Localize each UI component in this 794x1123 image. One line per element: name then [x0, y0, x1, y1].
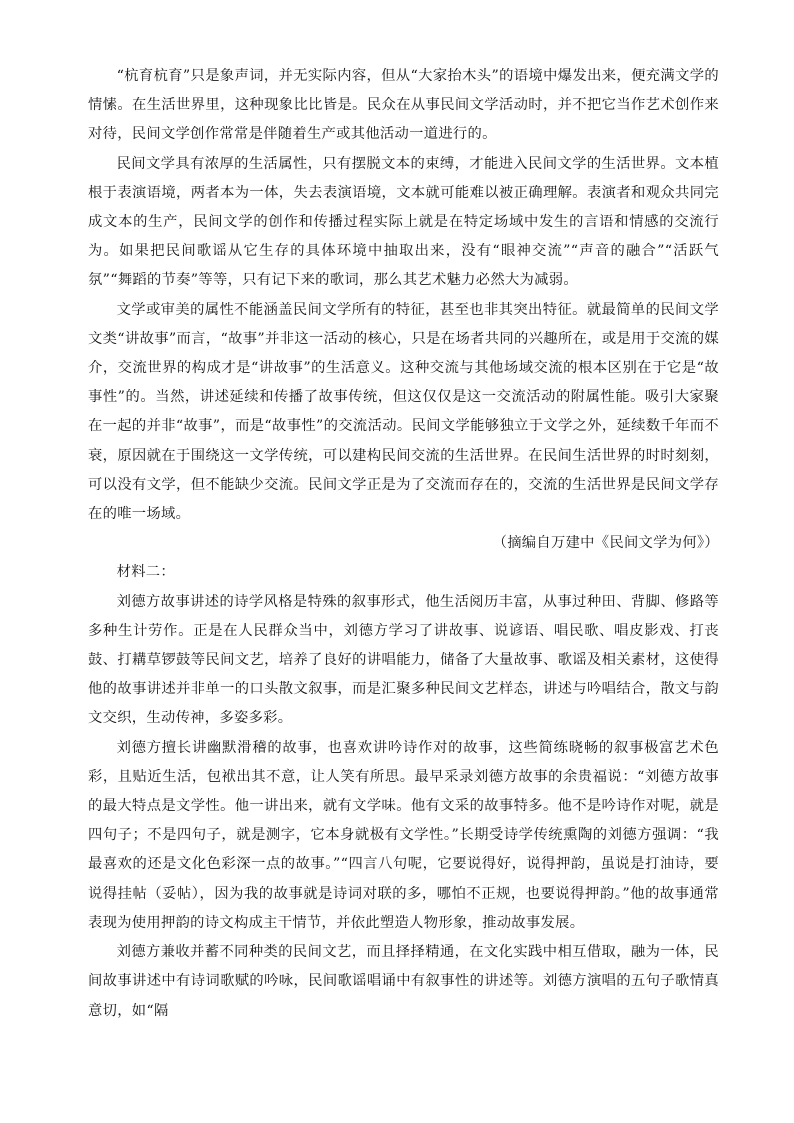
paragraph-liu-defang-style: 刘德方故事讲述的诗学风格是特殊的叙事形式，他生活阅历丰富，从事过种田、背脚、修路等多种生计劳作。正是在人民群众当中，刘德方学习了讲故事、说谚语、唱民歌、唱皮影戏、打丧鼓、打耩草锣鼓等民间文艺，培养了良好的讲唱能力，储备了大量故事、歌谣及相关素材，这使得他的故事讲述并非单一的口头散文叙事，而是汇聚多种民间文艺样态，讲述与吟唱结合，散文与韵文交织，生动传神，多姿多彩。 [88, 593, 719, 727]
material-2-label: 材料二： [116, 564, 175, 581]
paragraph-liu-defang-arts: 刘德方兼收并蓄不同种类的民间文艺，而且择择精通，在文化实践中相互借取，融为一体，民间故事讲述中有诗词歌赋的吟咏，民间歌谣唱诵中有叙事性的讲述等。刘德方演唱的五句子歌情真意切，如“隔 [88, 944, 719, 1019]
paragraph-life-attribute: 民间文学具有浓厚的生活属性，只有摆脱文本的束缚，才能进入民间文学的生活世界。文本植根于表演语境，两者本为一体，失去表演语境，文本就可能难以被正确理解。表演者和观众共同完成文本的生产，民间文学的创作和传播过程实际上就是在特定场域中发生的言语和情感的交流行为。如果把民间歌谣从它生存的具体环境中抽取出来，没有“眼神交流”“声音的融合”“活跃气氛”“舞蹈的节奏”等等，只有记下来的歌词，那么其艺术魅力必然大为减弱。 [88, 155, 719, 289]
document-page [88, 62, 719, 1026]
paragraph-storytelling: 文学或审美的属性不能涵盖民间文学所有的特征，甚至也非其突出特征。就最简单的民间文学文类“讲故事”而言，“故事”并非这一活动的核心，只是在场者共同的兴趣所在，或是用于交流的媒介，交流世界的构成才是“讲故事”的生活意义。这种交流与其他场域交流的根本区别在于它是“故事性”的。当然，讲述延续和传播了故事传统，但这仅仅是这一交流活动的附属性能。吸引大家聚在一起的并非“故事”，而是“故事性”的交流活动。民间文学能够独立于文学之外，延续数千年而不衰，原因就在于围绕这一文学传统，可以建构民间交流的生活世界。在民间生活世界的时时刻刻，可以没有文学，但不能缺少交流。民间文学正是为了交流而存在的，交流的生活世界是民间文学存在的唯一场域。 [88, 301, 719, 523]
paragraph-liu-defang-humor: 刘德方擅长讲幽默滑稽的故事，也喜欢讲吟诗作对的故事，这些简练晓畅的叙事极富艺术色彩，且贴近生活，包袱出其不意，让人笑有所思。最早采录刘德方故事的余贵福说：“刘德方故事的最大特点是文学性。他一讲出来，就有文学味。他有文采的故事特多。他不是吟诗作对呢，就是四句子；不是四句子，就是测字，它本身就极有文学性。”长期受诗学传统熏陶的刘德方强调：“我最喜欢的还是文化色彩深一点的故事。”“四言八句呢，它要说得好，说得押韵，虽说是打油诗，要说得挂帖（妥帖），因为我的故事就是诗词对联的多，哪怕不正规，也要说得押韵。”他的故事通常表现为使用押韵的诗文构成主干情节，并依此塑造人物形象，推动故事发展。 [88, 739, 719, 931]
paragraph-hangyu: “杭育杭育”只是象声词，并无实际内容，但从“大家抬木头”的语境中爆发出来，便充满文学的情愫。在生活世界里，这种现象比比皆是。民众在从事民间文学活动时，并不把它当作艺术创作来对待，民间文学创作常常是伴随着生产或其他活动一道进行的。 [88, 68, 719, 143]
source-citation: （摘编自万建中《民间文学为何》） [492, 535, 719, 552]
